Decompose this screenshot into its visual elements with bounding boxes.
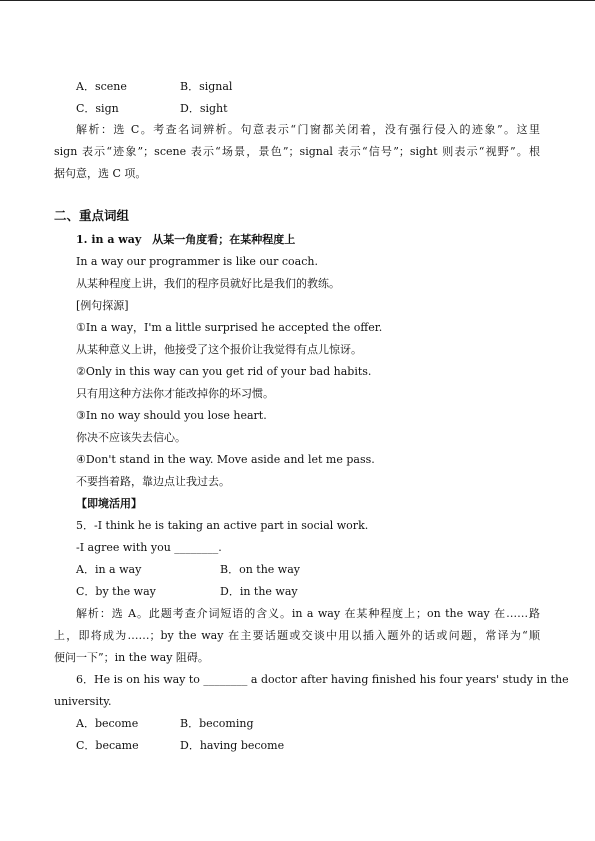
- prev-analysis-line-3: 据句意，选 C 项。: [54, 167, 147, 180]
- prev-analysis-line-1: 解析：选 C。考查名词辨析。句意表示“门窗都关闭着，没有强行侵入的迹象”。这里: [76, 123, 540, 136]
- prev-analysis-line-2: sign 表示“迹象”；scene 表示“场景，景色”；signal 表示“信号”；sight 则表示“视野”。根: [54, 145, 540, 158]
- example-4-en: ④Don't stand in the way. Move aside and let me pass.: [76, 453, 375, 466]
- example-en: In a way our programmer is like our coach.: [76, 255, 318, 268]
- q6-option-b: B．becoming: [180, 717, 254, 730]
- q6-option-c: C．became: [76, 739, 139, 752]
- q5-option-b: B．on the way: [220, 563, 300, 576]
- prev-option-b: B．signal: [180, 80, 233, 93]
- practice-label: 【即境活用】: [76, 497, 142, 510]
- q5-option-d: D．in the way: [220, 585, 298, 598]
- q6-line-2: university.: [54, 695, 112, 708]
- example-3-en: ③In no way should you lose heart.: [76, 409, 267, 422]
- q5-analysis-line-3: 便问一下”；in the way 阻碍。: [54, 651, 209, 664]
- q5-analysis-line-2: 上，即将成为……；by the way 在主要话题或交谈中用以插入题外的话或问题，常译为“顺: [54, 629, 540, 642]
- example-2-zh: 只有用这种方法你才能改掉你的坏习惯。: [76, 387, 274, 400]
- prev-option-c: C．sign: [76, 102, 119, 115]
- example-1-zh: 从某种意义上讲，他接受了这个报价让我觉得有点儿惊讶。: [76, 343, 362, 356]
- q6-option-a: A．become: [76, 717, 139, 730]
- example-zh: 从某种程度上讲，我们的程序员就好比是我们的教练。: [76, 277, 340, 290]
- q5-option-a: A．in a way: [76, 563, 142, 576]
- phrase-title: 1. in a way 从某一角度看；在某种程度上: [76, 233, 296, 246]
- example-3-zh: 你决不应该失去信心。: [76, 431, 186, 444]
- example-2-en: ②Only in this way can you get rid of your bad habits.: [76, 365, 372, 378]
- q6-option-d: D．having become: [180, 739, 285, 752]
- q5-analysis-line-1: 解析：选 A。此题考查介词短语的含义。in a way 在某种程度上；on the way 在……路: [76, 607, 540, 620]
- prev-option-a: A．scene: [76, 80, 127, 93]
- q5-option-c: C．by the way: [76, 585, 156, 598]
- explore-label: [例句探源]: [76, 299, 129, 312]
- section-heading: 二、重点词组: [54, 208, 130, 223]
- example-1-en: ①In a way，I'm a little surprised he accepted the offer.: [76, 321, 383, 334]
- q5-line-1: 5．-I think he is taking an active part in social work.: [76, 519, 369, 532]
- prev-option-d: D．sight: [180, 102, 228, 115]
- example-4-zh: 不要挡着路，靠边点让我过去。: [76, 475, 230, 488]
- q6-line-1: 6．He is on his way to ________ a doctor after having finished his four years' study in the: [76, 673, 569, 686]
- q5-line-2: -I agree with you ________.: [76, 541, 222, 554]
